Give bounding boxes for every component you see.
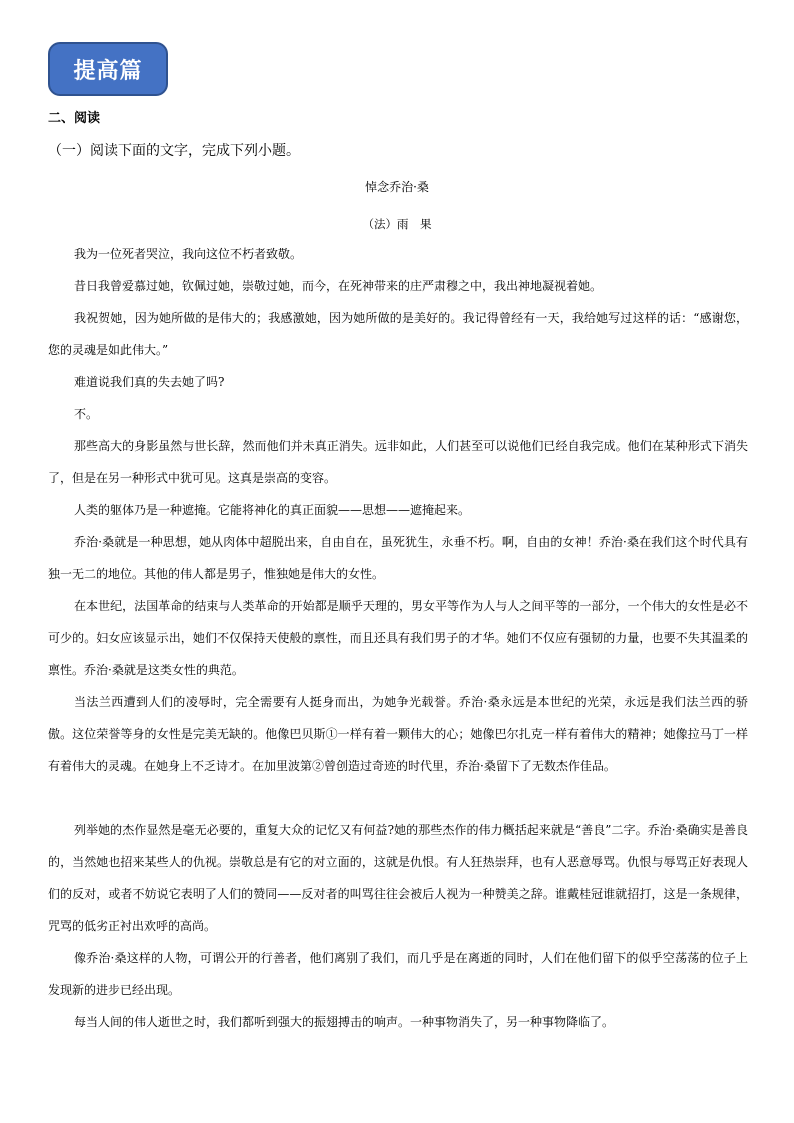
paragraph: 不。 (74, 407, 99, 421)
paragraph: 人类的躯体乃是一种遮掩。它能将神化的真正面貌——思想——遮掩起来。 (74, 503, 471, 517)
paragraph: 昔日我曾爱慕过她，钦佩过她，崇敬过她，而今，在死神带来的庄严肃穆之中，我出神地凝视着她。 (74, 279, 603, 293)
section-heading: 二、阅读 (48, 111, 101, 126)
paragraph: 难道说我们真的失去她了吗? (74, 375, 225, 389)
paragraph: 像乔治·桑这样的人物，可谓公开的行善者，他们离别了我们，而几乎是在离逝的同时，人们在他们留下的似乎空荡荡的位子上发现新的进步已经出现。 (48, 951, 748, 997)
reading-instruction: （一）阅读下面的文字，完成下列小题。 (48, 143, 300, 159)
paragraph: 每当人间的伟人逝世之时，我们都听到强大的振翅搏击的响声。一种事物消失了，另一种事物降临了。 (74, 1015, 615, 1029)
paragraph: 那些高大的身影虽然与世长辞，然而他们并未真正消失。远非如此，人们甚至可以说他们已经自我完成。他们在某种形式下消失了，但是在另一种形式中犹可见。这真是崇高的变容。 (48, 439, 748, 485)
section-badge: 提高篇 (48, 42, 168, 96)
paragraph: 我祝贺她，因为她所做的是伟大的；我感激她，因为她所做的是美好的。我记得曾经有一天，我给她写过这样的话：“感谢您，您的灵魂是如此伟大。” (48, 311, 748, 357)
paragraph: 当法兰西遭到人们的凌辱时，完全需要有人挺身而出，为她争光载誉。乔治·桑永远是本世纪的光荣，永远是我们法兰西的骄傲。这位荣誉等身的女性是完美无缺的。他像巴贝斯①一样有着一颗伟大的心；她像巴尔扎克一样有着伟大的精神；她像拉马丁一样有着伟大的灵魂。在她身上不乏诗才。在加里波第②曾创造过奇迹的时代里，乔治·桑留下了无数杰作佳品。 (48, 695, 748, 773)
paragraph: 我为一位死者哭泣，我向这位不朽者致敬。 (74, 247, 303, 261)
article-title: 悼念乔治·桑 (365, 180, 429, 194)
article-author: （法）雨 果 (362, 217, 432, 231)
paragraph: 乔治·桑就是一种思想，她从肉体中超脱出来，自由自在，虽死犹生，永垂不朽。啊，自由的女神！乔治·桑在我们这个时代具有独一无二的地位。其他的伟人都是男子，惟独她是伟大的女性。 (48, 535, 748, 581)
paragraph: 在本世纪，法国革命的结束与人类革命的开始都是顺乎天理的，男女平等作为人与人之间平等的一部分，一个伟大的女性是必不可少的。妇女应该显示出，她们不仅保持天使般的禀性，而且还具有我们男子的才华。她们不仅应有强韧的力量，也要不失其温柔的禀性。乔治·桑就是这类女性的典范。 (48, 599, 748, 677)
paragraph: 列举她的杰作显然是毫无必要的，重复大众的记忆又有何益?她的那些杰作的伟力概括起来就是“善良”二字。乔治·桑确实是善良的，当然她也招来某些人的仇视。崇敬总是有它的对立面的，这就是仇恨。有人狂热崇拜，也有人恶意辱骂。仇恨与辱骂正好表现人们的反对，或者不妨说它表明了人们的赞同——反对者的叫骂往往会被后人视为一种赞美之辞。谁戴桂冠谁就招打，这是一条规律，咒骂的低劣正衬出欢呼的高尚。 (48, 823, 748, 933)
